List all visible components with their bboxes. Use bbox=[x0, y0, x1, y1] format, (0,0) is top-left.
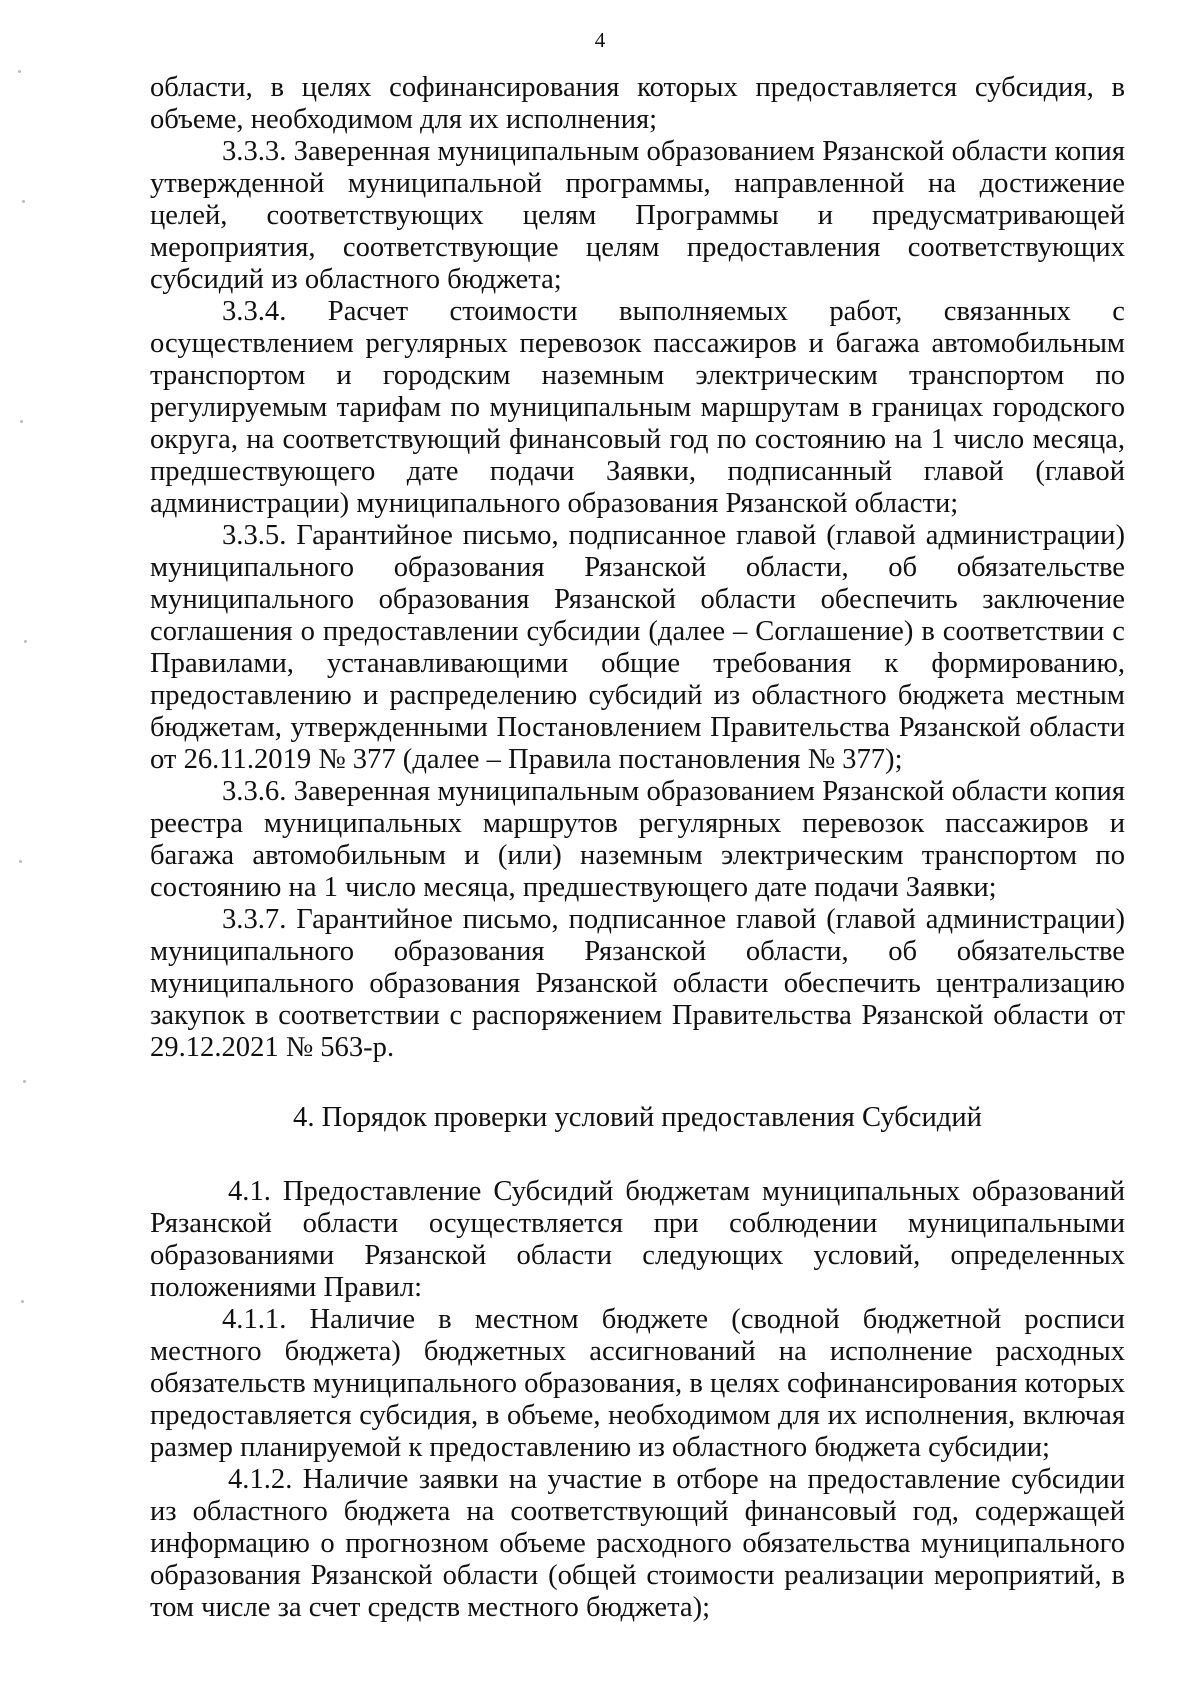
scan-speck bbox=[19, 860, 22, 863]
paragraph-continuation: области, в целях софинансирования которых предоставляется субсидия, в объеме, необходимом для их исполнения; bbox=[150, 72, 1125, 135]
scan-speck bbox=[18, 70, 21, 73]
page-number: 4 bbox=[594, 28, 606, 52]
paragraph-3-3-5: 3.3.5. Гарантийное письмо, подписанное главой (главой администрации) муниципального образования Рязанской области, об обязательстве муниципального образования Рязанской области обеспечить заключение соглашения о предоставлении субсидии (далее – Соглашение) в соответствии с Правилами, устанавливающими общие требования к формированию, предоставлению и распределению субсидий из областного бюджета местным бюджетам, утвержденными Постановлением Правительства Рязанской области от 26.11.2019 № 377 (далее – Правила постановления № 377); bbox=[150, 520, 1125, 775]
document-body bbox=[150, 72, 1125, 1624]
paragraph-4-1-2: 4.1.2. Наличие заявки на участие в отборе на предоставление субсидии из областного бюджета на соответствующий финансовый год, содержащей информацию о прогнозном объеме расходного обязательства муниципального образования Рязанской области (общей стоимости реализации мероприятий, в том числе за счет средств местного бюджета); bbox=[150, 1464, 1125, 1623]
paragraph-3-3-3: 3.3.3. Заверенная муниципальным образованием Рязанской области копия утвержденной муниципальной программы, направленной на достижение целей, соответствующих целям Программы и предусматривающей мероприятия, соответствующие целям предоставления соответствующих субсидий из областного бюджета; bbox=[150, 136, 1125, 295]
paragraph-3-3-7: 3.3.7. Гарантийное письмо, подписанное главой (главой администрации) муниципального образования Рязанской области, об обязательстве муниципального образования Рязанской области обеспечить централизацию закупок в соответствии с распоряжением Правительства Рязанской области от 29.12.2021 № 563-р. bbox=[150, 904, 1125, 1063]
paragraph-4-1: 4.1. Предоставление Субсидий бюджетам муниципальных образований Рязанской области осуществляется при соблюдении муниципальными образованиями Рязанской области следующих условий, определенных положениями Правил: bbox=[150, 1176, 1125, 1303]
paragraph-3-3-4: 3.3.4. Расчет стоимости выполняемых работ, связанных с осуществлением регулярных перевозок пассажиров и багажа автомобильным транспортом и городским наземным электрическим транспортом по регулируемым тарифам по муниципальным маршрутам в границах городского округа, на соответствующий финансовый год по состоянию на 1 число месяца, предшествующего дате подачи Заявки, подписанный главой (главой администрации) муниципального образования Рязанской области; bbox=[150, 296, 1125, 519]
scan-speck bbox=[23, 1080, 26, 1083]
paragraph-4-1-1: 4.1.1. Наличие в местном бюджете (сводной бюджетной росписи местного бюджета) бюджетных ассигнований на исполнение расходных обязательств муниципального образования, в целях софинансирования которых предоставляется субсидия, в объеме, необходимом для их исполнения, включая размер планируемой к предоставлению из областного бюджета субсидии; bbox=[150, 1304, 1125, 1463]
paragraph-3-3-6: 3.3.6. Заверенная муниципальным образованием Рязанской области копия реестра муниципальных маршрутов регулярных перевозок пассажиров и багажа автомобильным и (или) наземным электрическим транспортом по состоянию на 1 число месяца, предшествующего дате подачи Заявки; bbox=[150, 776, 1125, 903]
scan-speck bbox=[21, 1300, 24, 1303]
scan-speck bbox=[20, 420, 23, 423]
scan-speck bbox=[24, 640, 27, 643]
scan-speck bbox=[22, 200, 25, 203]
section-heading: 4. Порядок проверки условий предоставления Субсидий bbox=[293, 1102, 982, 1133]
